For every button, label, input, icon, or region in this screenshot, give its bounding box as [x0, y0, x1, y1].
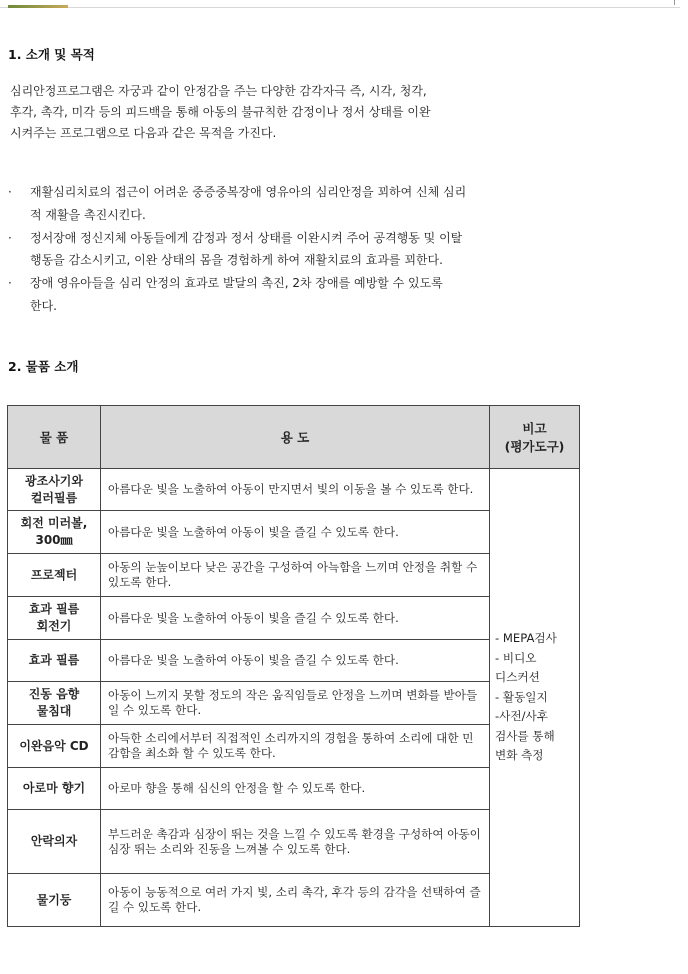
- purpose-text: 정서장애 정신지체 아동들에게 감정과 정서 상태를 이완시켜 주어 공격행동 및 이탈 행동을 감소시키고, 이완 상태의 몸을 경험하게 하여 재활치료의 효과를 꾀한다.: [30, 230, 463, 268]
- header-tick: [674, 0, 675, 5]
- item-use: 아로마 향을 통해 심신의 안정을 할 수 있도록 한다.: [101, 768, 490, 810]
- header-note: [490, 406, 580, 469]
- item-use: 아동이 느끼지 못할 정도의 작은 움직임들로 안정을 느끼며 변화를 받아들일 수 있도록 한다.: [101, 682, 490, 725]
- intro-line: 후각, 촉각, 미각 등의 피드백을 통해 아동의 불규칙한 감정이나 정서 상태를 이완: [10, 105, 431, 119]
- header-item: 물 품: [8, 406, 101, 469]
- item-use: 아름다운 빛을 노출하여 아동이 빛을 즐길 수 있도록 한다.: [101, 511, 490, 554]
- purpose-item: [8, 272, 568, 318]
- bullet-mark: ·: [8, 276, 12, 291]
- item-use: 부드러운 촉감과 심장이 뛰는 것을 느낄 수 있도록 환경을 구성하여 아동이 심장 뛰는 소리와 진동을 느껴볼 수 있도록 한다.: [101, 810, 490, 874]
- item-use: 아름다운 빛을 노출하여 아동이 만지면서 빛의 이동을 볼 수 있도록 한다.: [101, 469, 490, 511]
- purpose-item: [8, 227, 568, 273]
- item-use: 아름다운 빛을 노출하여 아동이 빛을 즐길 수 있도록 한다.: [101, 597, 490, 640]
- intro-line: 심리안정프로그램은 자궁과 같이 안정감을 주는 다양한 감각자극 즉, 시각, 청각,: [10, 84, 427, 98]
- item-name: 회전 미러볼, 300㎜: [8, 511, 101, 554]
- item-name: 진동 음향 물침대: [8, 682, 101, 725]
- item-name: 이완음악 CD: [8, 725, 101, 768]
- intro-paragraph: [10, 81, 530, 144]
- item-name: 안락의자: [8, 810, 101, 874]
- item-use: 아동이 능동적으로 여러 가지 빛, 소리 촉각, 후각 등의 감각을 선택하여 즐길 수 있도록 한다.: [101, 874, 490, 927]
- header-rule: [0, 7, 680, 8]
- item-name: 아로마 향기: [8, 768, 101, 810]
- purpose-text: 장애 영유아들을 심리 안정의 효과로 발달의 촉진, 2차 장애를 예방할 수 있도록 한다.: [30, 276, 443, 313]
- purpose-text: 재활심리치료의 접근이 어려운 중증중복장애 영유아의 심리안정을 꾀하여 신체 심리 적 재활을 촉진시킨다.: [30, 185, 467, 222]
- note-cell: - MEPA검사 - 비디오 디스커션 - 활동일지 -사전/사후 검사를 통해 변화 측정: [490, 469, 580, 927]
- header-note-line: (평가도구): [504, 439, 565, 454]
- item-name: 프로젝터: [8, 554, 101, 597]
- purpose-item: [8, 181, 568, 227]
- section-2-title: 2. 물품 소개: [8, 359, 79, 374]
- item-name: 물기둥: [8, 874, 101, 927]
- table-header-row: [8, 406, 580, 469]
- section-1-title: 1. 소개 및 목적: [8, 47, 95, 62]
- intro-line: 시켜주는 프로그램으로 다음과 같은 목적을 가진다.: [10, 126, 277, 140]
- item-use: 아동의 눈높이보다 낮은 공간을 구성하여 아늑함을 느끼며 안정을 취할 수 있도록 한다.: [101, 554, 490, 597]
- purpose-list: [8, 181, 568, 318]
- item-name: 효과 필름 회전기: [8, 597, 101, 640]
- header-accent-bar: [8, 5, 68, 8]
- table-row: [8, 469, 580, 511]
- item-use: 아득한 소리에서부터 직접적인 소리까지의 경험을 통하여 소리에 대한 민감함을 최소화 할 수 있도록 한다.: [101, 725, 490, 768]
- items-table: [7, 405, 580, 927]
- header-note-line: 비고: [522, 421, 547, 436]
- item-name: 효과 필름: [8, 640, 101, 682]
- header-use: 용 도: [101, 406, 490, 469]
- item-use: 아름다운 빛을 노출하여 아동이 빛을 즐길 수 있도록 한다.: [101, 640, 490, 682]
- item-name: 광조사기와 컬러필름: [8, 469, 101, 511]
- bullet-mark: ·: [8, 185, 12, 199]
- bullet-mark: ·: [8, 230, 12, 245]
